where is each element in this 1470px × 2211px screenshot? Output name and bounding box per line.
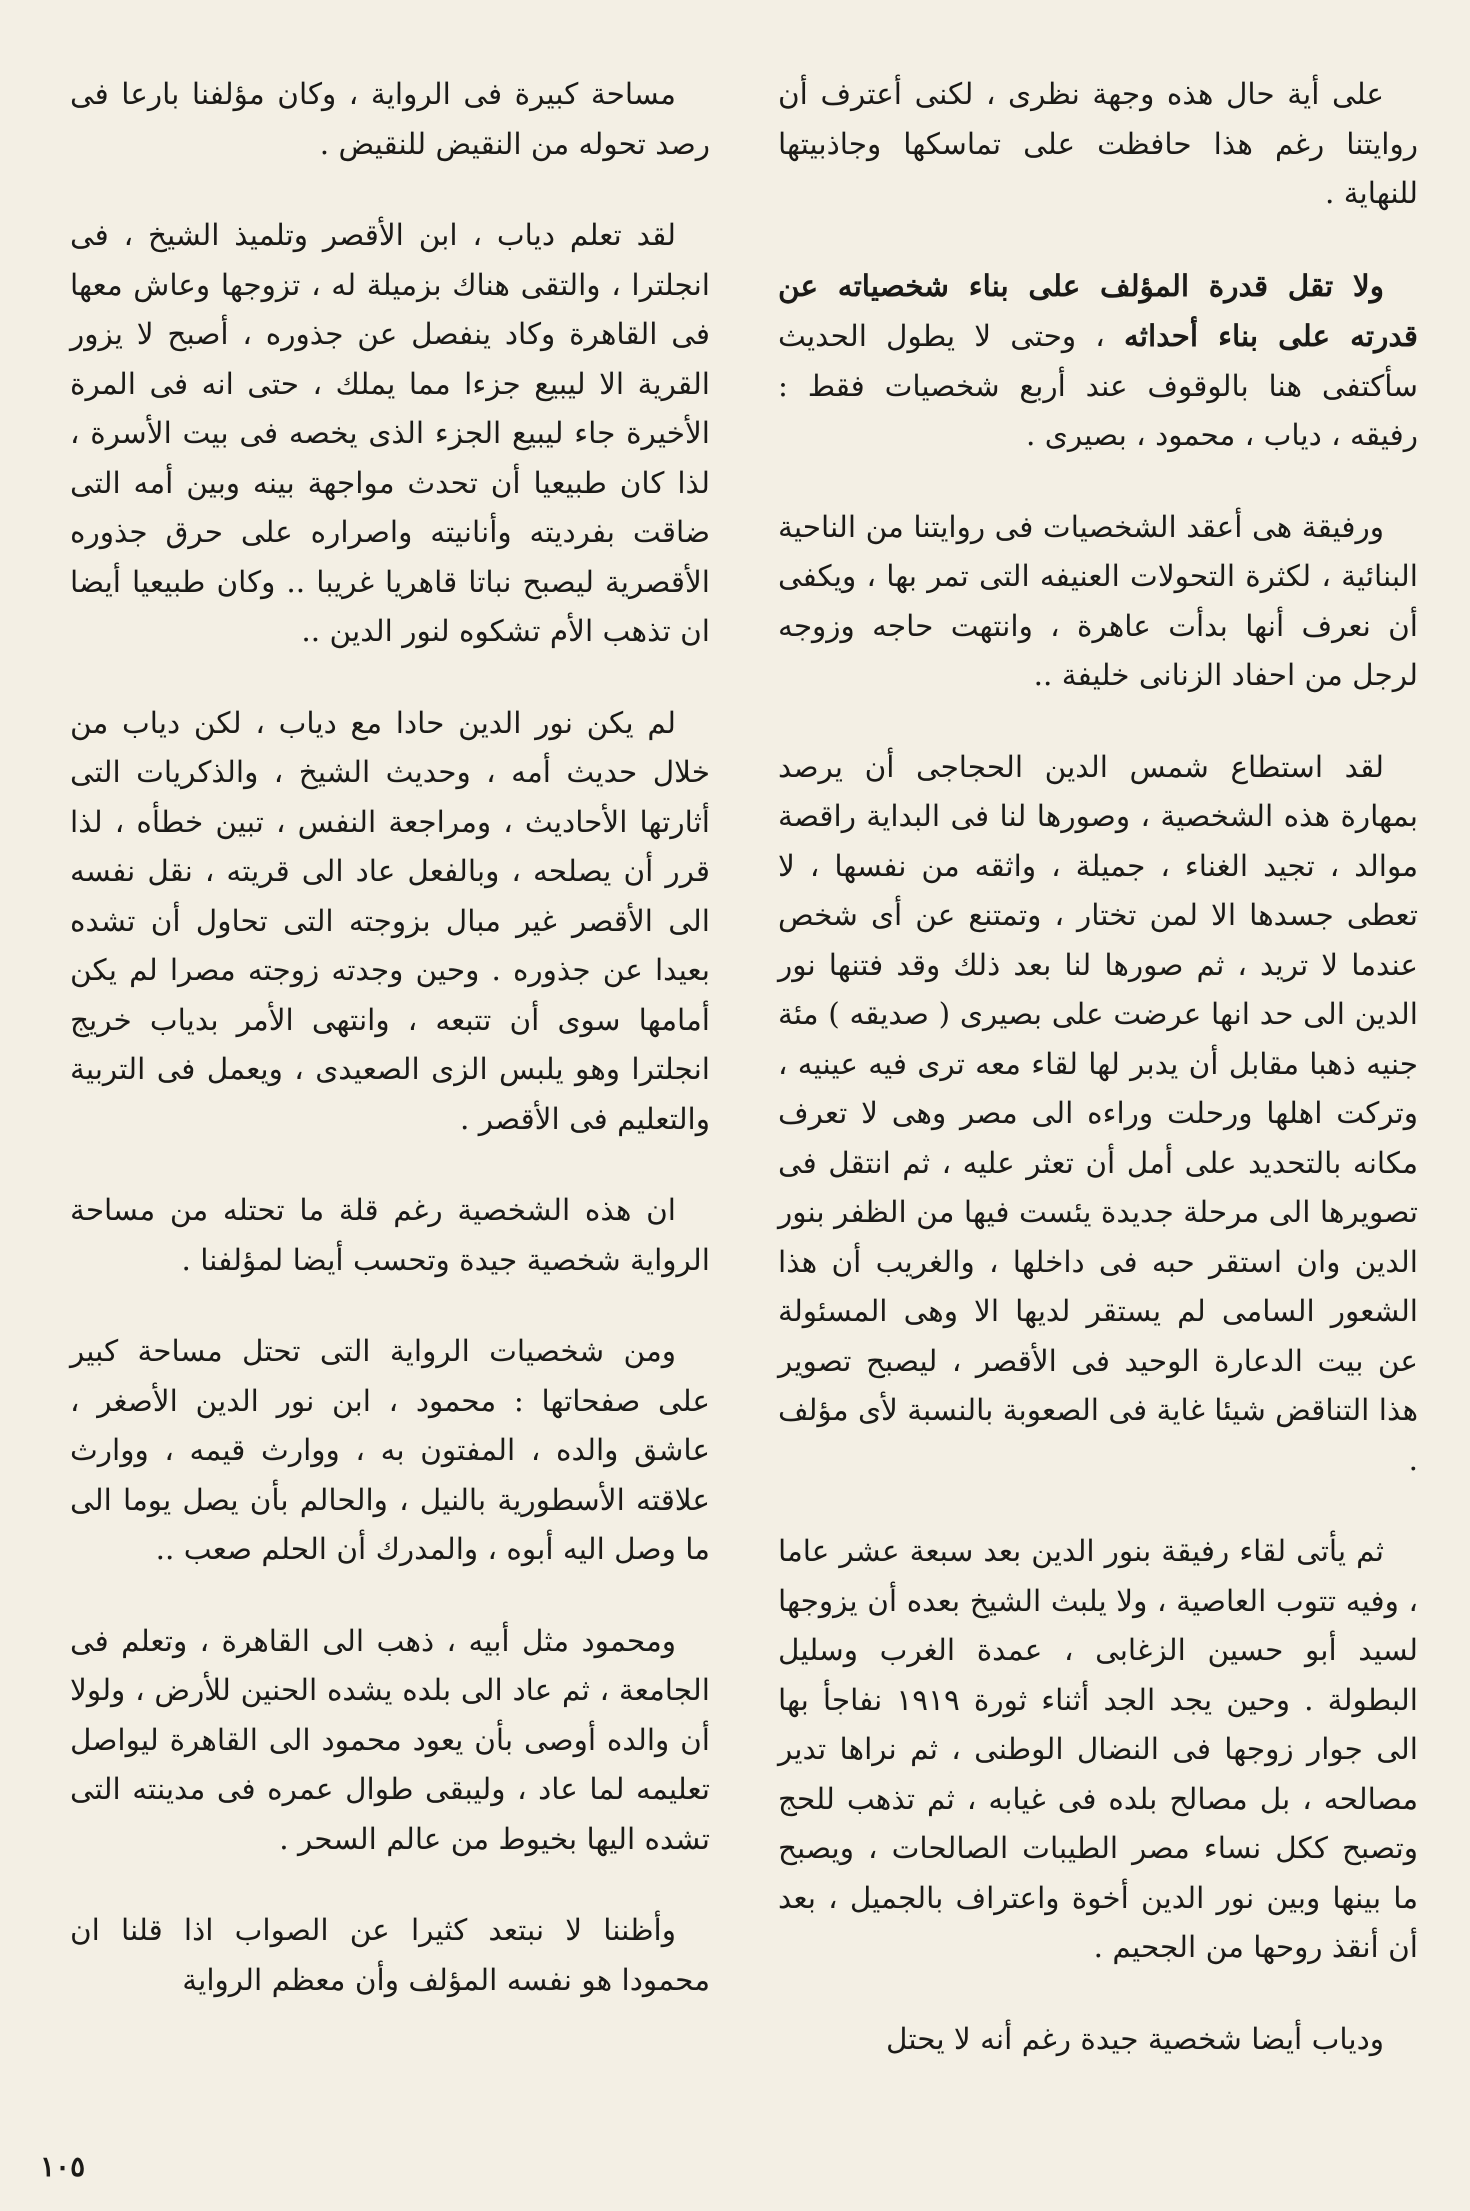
paragraph: لم يكن نور الدين حادا مع دياب ، لكن دياب من خلال حديث أمه ، وحديث الشيخ ، والذكريات التى أثارتها الأحاديث ، ومراجعة النفس ، تبين خطأه ، لذا قرر أن يصلحه ، وبالفعل عاد الى قريته ، نقل نفسه الى الأقصر غير مبال بزوجته التى تحاول أن تشده بعيدا عن جذوره . وحين وجدته زوجته مصرا لم يكن أمامها سوى أن تتبعه ، وانتهى الأمر بدياب خريج انجلترا وهو يلبس الزى الصعيدى ، ويعمل فى التربية والتعليم فى الأقصر . (70, 705, 710, 1136)
paragraph: ومن شخصيات الرواية التى تحتل مساحة كبير على صفحاتها : محمود ، ابن نور الدين الأصغر ، عاشق والده ، المفتون به ، ووارث قيمه ، ووارث علاقته الأسطورية بالنيل ، والحالم بأن يصل يوما الى ما وصل اليه أبوه ، والمدرك أن الحلم صعب .. (70, 1334, 710, 1566)
paragraph: مساحة كبيرة فى الرواية ، وكان مؤلفنا بارعا فى رصد تحوله من النقيض للنقيض . (70, 77, 710, 161)
paragraph: وأظننا لا نبتعد كثيرا عن الصواب اذا قلنا ان محمودا هو نفسه المؤلف وأن معظم الرواية (70, 1913, 710, 1997)
paragraph: ان هذه الشخصية رغم قلة ما تحتله من مساحة الرواية شخصية جيدة وتحسب أيضا لمؤلفنا . (70, 1193, 710, 1277)
bold-lead-text: ولا تقل قدرة المؤلف على بناء شخصياته عن قدرته على بناء أحداثه (778, 267, 1418, 353)
paragraph: ورفيقة هى أعقد الشخصيات فى روايتنا من الناحية البنائية ، لكثرة التحولات العنيفه التى تمر بها ، ويكفى أن نعرف أنها بدأت عاهرة ، وانتهت حاجه وزوجه لرجل من احفاد الزنانى خليفة .. (778, 509, 1418, 692)
paragraph: لقد تعلم دياب ، ابن الأقصر وتلميذ الشيخ ، فى انجلترا ، والتقى هناك بزميلة له ، تزوجها وعاش معها فى القاهرة وكاد ينفصل عن جذوره ، أصبح لا يزور القرية الا ليبيع جزءا مما يملك ، حتى انه فى المرة الأخيرة جاء ليبيع الجزء الذى يخصه فى بيت الأسرة ، لذا كان طبيعيا أن تحدث مواجهة بينه وبين أمه التى ضاقت بفرديته وأنانيته واصراره على حرق جذوره الأقصرية ليصبح نباتا قاهريا غريبا .. وكان طبيعيا أيضا ان تذهب الأم تشكوه لنور الدين .. (70, 218, 710, 648)
paragraph: على أية حال هذه وجهة نظرى ، لكنى أعترف أن روايتنا رغم هذا حافظت على تماسكها وجاذبيتها للنهاية . (778, 77, 1418, 210)
page-number: ١٠٥ (40, 2150, 86, 2183)
paragraph: ودياب أيضا شخصية جيدة رغم أنه لا يحتل (886, 2021, 1384, 2056)
paragraph: لقد استطاع شمس الدين الحجاجى أن يرصد بمهارة هذه الشخصية ، وصورها لنا فى البداية راقصة موالد ، تجيد الغناء ، جميلة ، واثقه من نفسها ، لا تعطى جسدها الا لمن تختار ، وتمتنع عن أى شخص عندما لا تريد ، ثم صورها لنا بعد ذلك وقد فتنها نور الدين الى حد انها عرضت على بصيرى ( صديقه ) مئة جنيه ذهبا مقابل أن يدبر لها لقاء معه ترى فيه عينيه ، وتركت اهلها ورحلت وراءه الى مصر وهى لا تعرف مكانه بالتحديد على أمل أن تعثر عليه ، ثم انتقل فى تصويرها الى مرحلة جديدة يئست فيها من الظفر بنور الدين وان استقر حبه فى داخلها ، والغريب أن هذا الشعور السامى لم يستقر لديها الا وهى المسئولة عن بيت الدعارة الوحيد فى الأقصر ، ليصبح تصوير هذا التناقض شيئا غاية فى الصعوبة بالنسبة لأى مؤلف . (778, 749, 1418, 1477)
paragraph: ثم يأتى لقاء رفيقة بنور الدين بعد سبعة عشر عاما ، وفيه تتوب العاصية ، ولا يلبث الشيخ بعده أن يزوجها لسيد أبو حسين الزغابى ، عمدة الغرب وسليل البطولة . وحين يجد الجد أثناء ثورة ١٩١٩ نفاجأ بها الى جوار زوجها فى النضال الوطنى ، ثم نراها تدير مصالحه ، بل مصالح بلده فى غيابه ، ثم تذهب للحج وتصبح ككل نساء مصر الطيبات الصالحات ، ويصبح ما بينها وبين نور الدين أخوة واعتراف بالجميل ، بعد أن أنقذ روحها من الجحيم . (778, 1534, 1418, 1964)
paragraph-text: ، وحتى لا يطول الحديث سأكتفى هنا بالوقوف عند أربع شخصيات فقط : رفيقه ، دياب ، محمود ، بصيرى . (778, 319, 1418, 452)
paragraph: ومحمود مثل أبيه ، ذهب الى القاهرة ، وتعلم فى الجامعة ، ثم عاد الى بلده يشده الحنين للأرض ، ولولا أن والده أوصى بأن يعود محمود الى القاهرة ليواصل تعليمه لما عاد ، وليبقى طوال عمره فى مدينته التى تشده اليها بخيوط من عالم السحر . (70, 1623, 711, 1856)
paragraph (778, 261, 1418, 461)
right-column (778, 70, 1418, 2106)
left-column (70, 70, 710, 2047)
